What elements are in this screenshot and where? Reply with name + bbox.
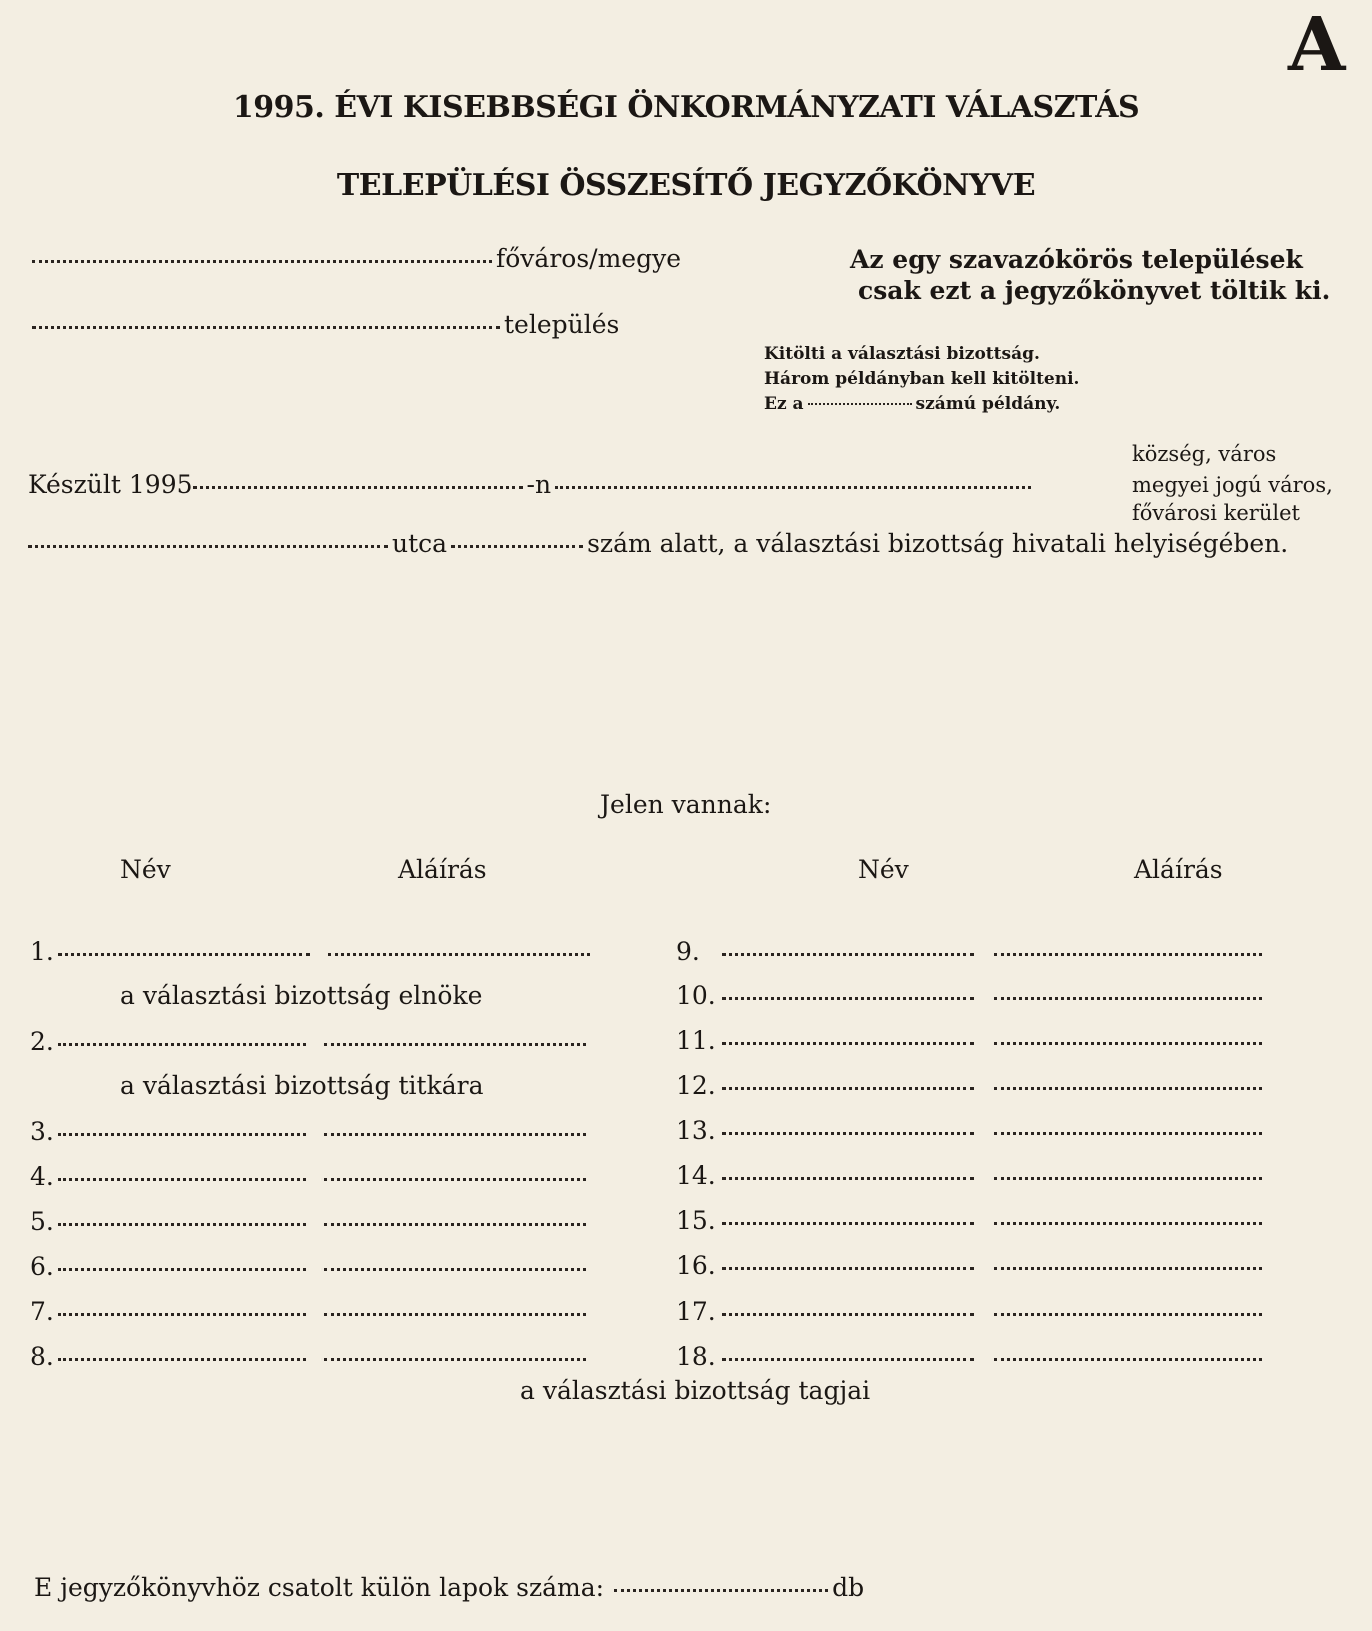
municipality-type-2: megyei jogú város,	[1132, 473, 1333, 497]
member-10-name-blank[interactable]	[722, 997, 974, 1000]
member-18-signature-blank[interactable]	[994, 1358, 1262, 1361]
member-18-name-blank[interactable]	[722, 1358, 974, 1361]
member-row-15: 15.	[676, 1206, 1266, 1235]
settlement-blank[interactable]	[32, 326, 500, 329]
member-4-name-blank[interactable]	[58, 1178, 306, 1181]
member-6-signature-blank[interactable]	[324, 1268, 586, 1271]
address-line: utca szám alatt, a választási bizottság hivatali helyiségében.	[28, 529, 1288, 558]
member-3-signature-blank[interactable]	[324, 1133, 586, 1136]
settlement-field: település	[28, 310, 619, 339]
member-17-name-blank[interactable]	[722, 1313, 974, 1316]
attachments-count-blank[interactable]	[614, 1589, 828, 1592]
header-name-right: Név	[858, 855, 909, 884]
member-12-name-blank[interactable]	[722, 1087, 974, 1090]
county-field: főváros/megye	[28, 244, 681, 273]
member-row-2: 2.	[30, 1027, 590, 1056]
form-letter: A	[1288, 2, 1346, 88]
copy-number-blank[interactable]	[808, 403, 912, 405]
member-row-16: 16.	[676, 1251, 1266, 1280]
member-row-12: 12.	[676, 1071, 1266, 1100]
fill-info-line-3: Ez a számú példány.	[764, 394, 1061, 414]
member-row-11: 11.	[676, 1026, 1266, 1055]
member-14-signature-blank[interactable]	[994, 1177, 1262, 1180]
member-row-9: 9.	[676, 937, 1266, 966]
notice-line-2: csak ezt a jegyzőkönyvet töltik ki.	[858, 276, 1331, 305]
member-3-name-blank[interactable]	[58, 1133, 306, 1136]
member-row-5: 5.	[30, 1207, 590, 1236]
member-row-3: 3.	[30, 1117, 590, 1146]
member-11-signature-blank[interactable]	[994, 1042, 1262, 1045]
member-16-name-blank[interactable]	[722, 1267, 974, 1270]
title-line-2: TELEPÜLÉSI ÖSSZESÍTŐ JEGYZŐKÖNYVE	[336, 168, 1036, 203]
members-label: a választási bizottság tagjai	[520, 1376, 871, 1405]
made-date-line: Készült 1995 -n	[28, 470, 1035, 499]
member-15-name-blank[interactable]	[722, 1222, 974, 1225]
member-13-name-blank[interactable]	[722, 1132, 974, 1135]
fill-info-line-2: Három példányban kell kitölteni.	[764, 369, 1080, 389]
member-7-name-blank[interactable]	[58, 1313, 306, 1316]
header-signature-right: Aláírás	[1134, 855, 1223, 884]
house-number-blank[interactable]	[451, 545, 583, 548]
header-name-left: Név	[120, 855, 171, 884]
street-blank[interactable]	[28, 545, 388, 548]
member-1-signature-blank[interactable]	[328, 953, 590, 956]
fill-info-line-1: Kitölti a választási bizottság.	[764, 344, 1040, 364]
secretary-label: a választási bizottság titkára	[120, 1071, 484, 1100]
title-line-1: 1995. ÉVI KISEBBSÉGI ÖNKORMÁNYZATI VÁLASZTÁS	[232, 90, 1140, 125]
header-signature-left: Aláírás	[398, 855, 487, 884]
member-row-18: 18.	[676, 1342, 1266, 1371]
member-row-6: 6.	[30, 1252, 590, 1281]
member-4-signature-blank[interactable]	[324, 1178, 586, 1181]
member-8-name-blank[interactable]	[58, 1358, 306, 1361]
member-row-10: 10.	[676, 981, 1266, 1010]
member-9-signature-blank[interactable]	[994, 953, 1262, 956]
municipality-type-3: fővárosi kerület	[1132, 501, 1300, 525]
date-blank[interactable]	[193, 486, 523, 489]
member-row-8: 8.	[30, 1342, 590, 1371]
member-15-signature-blank[interactable]	[994, 1222, 1262, 1225]
member-10-signature-blank[interactable]	[994, 997, 1262, 1000]
member-5-name-blank[interactable]	[58, 1223, 306, 1226]
member-14-name-blank[interactable]	[722, 1177, 974, 1180]
member-1-name-blank[interactable]	[58, 953, 310, 956]
member-row-17: 17.	[676, 1297, 1266, 1326]
member-8-signature-blank[interactable]	[324, 1358, 586, 1361]
present-label: Jelen vannak:	[600, 790, 772, 819]
member-row-7: 7.	[30, 1297, 590, 1326]
place-blank[interactable]	[555, 486, 1031, 489]
member-13-signature-blank[interactable]	[994, 1132, 1262, 1135]
member-2-signature-blank[interactable]	[324, 1043, 586, 1046]
member-7-signature-blank[interactable]	[324, 1313, 586, 1316]
member-row-1: 1.	[30, 937, 594, 966]
attachments-line: E jegyzőkönyvhöz csatolt külön lapok száma: db	[34, 1573, 865, 1602]
member-11-name-blank[interactable]	[722, 1042, 974, 1045]
member-16-signature-blank[interactable]	[994, 1267, 1262, 1270]
member-row-14: 14.	[676, 1161, 1266, 1190]
municipality-type-1: község, város	[1132, 442, 1277, 466]
member-17-signature-blank[interactable]	[994, 1313, 1262, 1316]
notice-line-1: Az egy szavazókörös települések	[850, 245, 1303, 274]
chair-label: a választási bizottság elnöke	[120, 981, 483, 1010]
member-row-4: 4.	[30, 1162, 590, 1191]
member-5-signature-blank[interactable]	[324, 1223, 586, 1226]
member-6-name-blank[interactable]	[58, 1268, 306, 1271]
county-blank[interactable]	[32, 260, 492, 263]
member-2-name-blank[interactable]	[58, 1043, 306, 1046]
member-row-13: 13.	[676, 1116, 1266, 1145]
member-12-signature-blank[interactable]	[994, 1087, 1262, 1090]
member-9-name-blank[interactable]	[722, 953, 974, 956]
